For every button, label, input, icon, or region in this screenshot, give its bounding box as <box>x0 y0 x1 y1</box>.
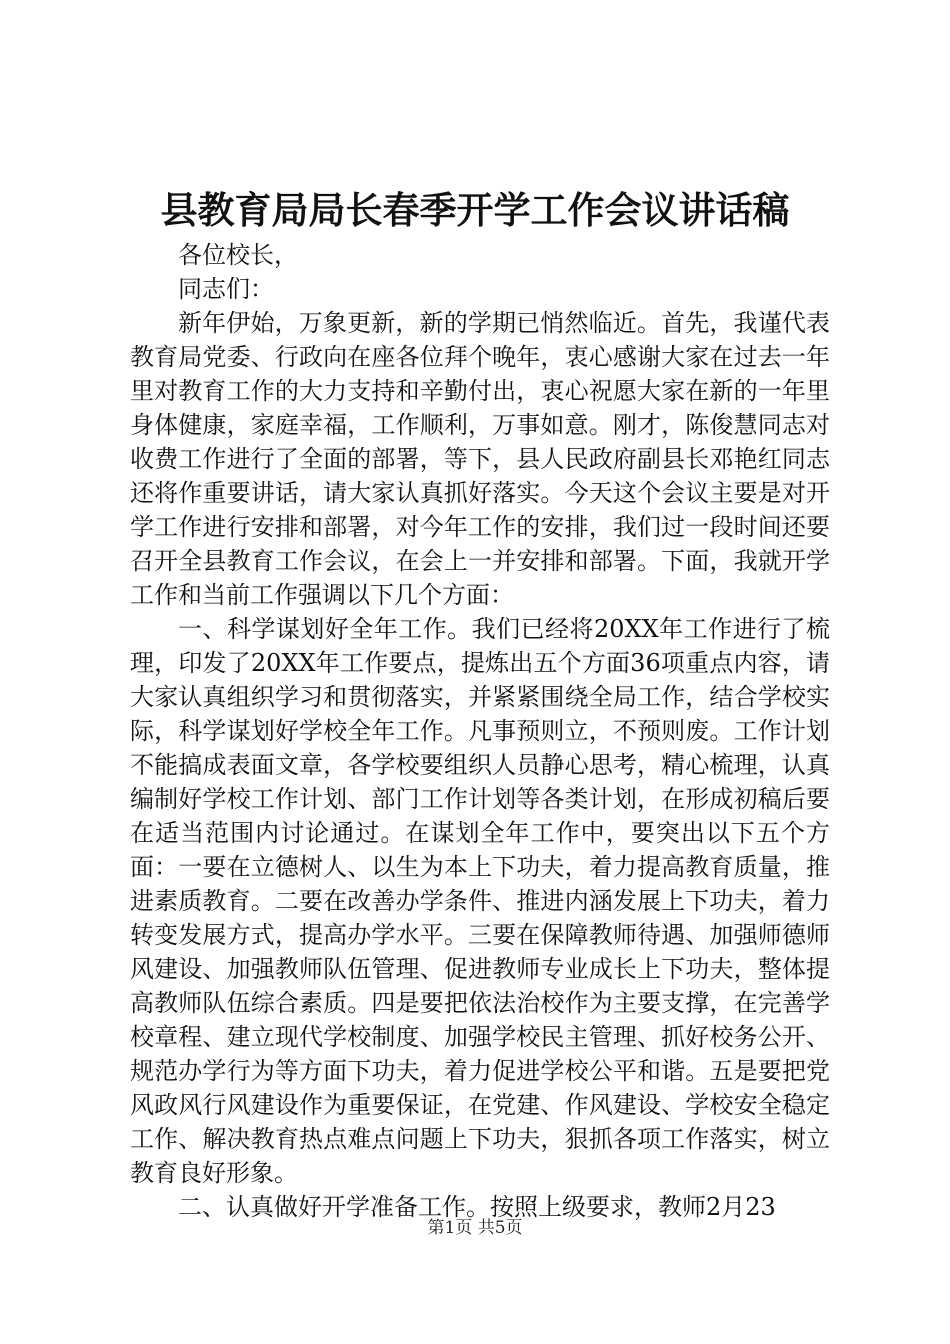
paragraph-opening: 新年伊始，万象更新，新的学期已悄然临近。首先，我谨代表教育局党委、行政向在座各位拜个晚年，衷心感谢大家在过去一年里对教育工作的大力支持和辛勤付出，衷心祝愿大家在新的一年里身体健康，家庭幸福，工作顺利，万事如意。刚才，陈俊慧同志对收费工作进行了全面的部署，等下，县人民政府副县长邓艳红同志还将作重要讲话，请大家认真抓好落实。今天这个会议主要是对开学工作进行安排和部署，对今年工作的安排，我们过一段时间还要召开全县教育工作会议，在会上一并安排和部署。下面，我就开学工作和当前工作强调以下几个方面： <box>130 309 830 609</box>
paragraph-section-one: 一、科学谋划好全年工作。我们已经将20XX年工作进行了梳理，印发了20XX年工作要点，提炼出五个方面36项重点内容，请大家认真组织学习和贯彻落实，并紧紧围绕全局工作，结合学校实际，科学谋划好学校全年工作。凡事预则立，不预则废。工作计划不能搞成表面文章，各学校要组织人员静心思考，精心梳理，认真编制好学校工作计划、部门工作计划等各类计划，在形成初稿后要在适当范围内讨论通过。在谋划全年工作中，要突出以下五个方面：一要在立德树人、以生为本上下功夫，着力提高教育质量，推进素质教育。二要在改善办学条件、推进内涵发展上下功夫，着力转变发展方式，提高办学水平。三要在保障教师待遇、加强师德师风建设、加强教师队伍管理、促进教师专业成长上下功夫，整体提高教师队伍综合素质。四是要把依法治校作为主要支撑，在完善学校章程、建立现代学校制度、加强学校民主管理、抓好校务公开、规范办学行为等方面下功夫，着力促进学校公平和谐。五是要把党风政风行风建设作为重要保证，在党建、作风建设、学校安全稳定工作、解决教育热点难点问题上下功夫，狠抓各项工作落实，树立教育良好形象。 <box>130 615 830 1187</box>
document-body <box>130 238 830 1224</box>
salutation-comrades: 同志们： <box>178 275 274 303</box>
salutation-principals: 各位校长， <box>178 241 298 269</box>
paragraph-section-two: 二、认真做好开学准备工作。按照上级要求，教师2月23 <box>178 1193 776 1221</box>
document-title: 县教育局局长春季开学工作会议讲话稿 <box>160 188 790 232</box>
page-number-footer: 第1页 共5页 <box>427 1218 523 1238</box>
